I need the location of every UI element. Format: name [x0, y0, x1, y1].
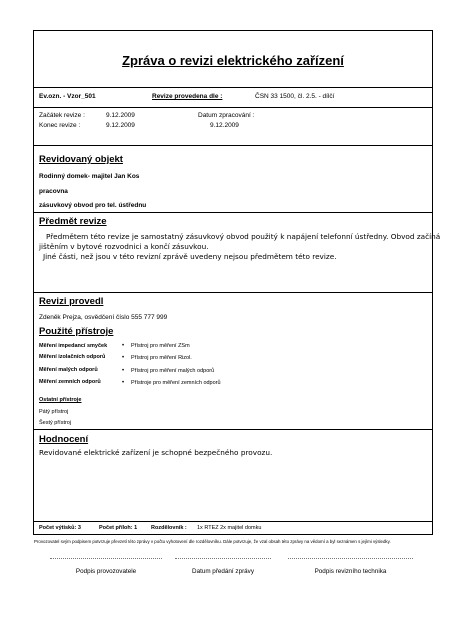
pristroj-label: Měření izolačních odporů: [39, 354, 106, 360]
divider: [34, 107, 432, 108]
predmet-line: Předmětem této revize je samostatný zásuvkový obvod použitý k napájení telefonní ústředny. Obvod začíná: [46, 232, 441, 241]
pouzite-pristroje-heading: Použité přístroje: [39, 326, 114, 337]
pristroj-value: Přístroj pro měření ZSm: [131, 343, 190, 349]
report-title: Zpráva o revizi elektrického zařízení: [122, 53, 344, 68]
divider: [34, 87, 432, 88]
revize-value: ČSN 33 1500, čl. 2.5. - dílčí: [255, 93, 335, 100]
datum-label: Datum zpracování :: [198, 112, 255, 119]
objekt-line: zásuvkový obvod pro tel. ústřednu: [39, 202, 147, 209]
konec-value: 9.12.2009: [106, 122, 135, 129]
predmet-revize-heading: Předmět revize: [39, 216, 107, 227]
datum-predani: Datum předání zprávy: [192, 568, 254, 575]
objekt-line: Rodinný domek- majitel Jan Kos: [39, 173, 140, 180]
konec-label: Konec revize :: [39, 122, 81, 129]
bullet: •: [122, 355, 125, 361]
bullet: •: [122, 368, 125, 374]
divider: [34, 145, 432, 146]
report-frame: [33, 30, 441, 535]
divider: [34, 429, 432, 430]
pocet-vytisku: Počet výtisků: 3: [39, 525, 81, 531]
signature-line: [288, 558, 413, 559]
signature-line: [50, 558, 162, 559]
podpis-technika: Podpis revizního technika: [314, 568, 387, 575]
rozdelovnik-value: 1x RTEZ 2x majitel domku: [197, 525, 262, 531]
divider: [34, 521, 432, 522]
pristroj-label: Měření impedancí smyček: [39, 343, 108, 349]
pristroj-value: Přístroj pro měření malých odporů: [131, 368, 215, 374]
ostatni-pristroje-heading: Ostatní přístroje: [39, 397, 82, 403]
zacatek-label: Začátek revize :: [39, 112, 85, 119]
bullet: •: [122, 380, 125, 386]
hodnoceni-value: Revidované elektrické zařízení je schopné bezpečného provozu.: [39, 448, 273, 457]
bullet: •: [122, 343, 125, 349]
divider: [34, 212, 432, 213]
objekt-line: pracovna: [39, 188, 68, 195]
predmet-line: jištěním v bytové rozvodnici a končí zásuvkou.: [39, 242, 209, 251]
revidovany-objekt-heading: Revidovaný objekt: [39, 154, 123, 165]
ostatni-pristroj: Pátý přístroj: [39, 409, 69, 415]
divider: [34, 292, 432, 293]
revizi-provedl-heading: Revizi provedl: [39, 296, 104, 307]
pristroj-label: Měření zemních odporů: [39, 379, 101, 385]
pristroj-value: Přístroj pro měření Rizol.: [131, 355, 192, 361]
pristroj-value: Přístroje pro měření zemních odporů: [131, 380, 221, 386]
ostatni-pristroj: Šestý přístroj: [39, 420, 72, 426]
hodnoceni-heading: Hodnocení: [39, 434, 89, 445]
pocet-priloh: Počet příloh: 1: [99, 525, 138, 531]
disclaimer: Provozovatel svým podpisem potvrzuje převzetí této zprávy v počtu vyhotovení dle rozdělovníku. Dále potvrzuje, že vzal obsah této zprávy na vědomí a byl seznámen s jejími výsledky.: [34, 539, 391, 544]
revize-label: Revize provedena dle :: [152, 93, 223, 100]
podpis-provozovatele: Podpis provozovatele: [75, 568, 137, 575]
revizi-provedl-value: Zdeněk Prejza, osvědčení číslo 555 777 999: [39, 314, 168, 321]
signature-line: [175, 558, 271, 559]
ev-ozn: Ev.ozn. - Vzor_501: [39, 93, 96, 100]
zacatek-value: 9.12.2009: [106, 112, 135, 119]
rozdelovnik-label: Rozdělovník :: [151, 525, 187, 531]
pristroj-label: Měření malých odporů: [39, 367, 98, 373]
predmet-line: Jiné části, než jsou v této revizní zprávě uvedeny nejsou předmětem této revize.: [43, 252, 337, 261]
datum-value: 9.12.2009: [210, 122, 239, 129]
